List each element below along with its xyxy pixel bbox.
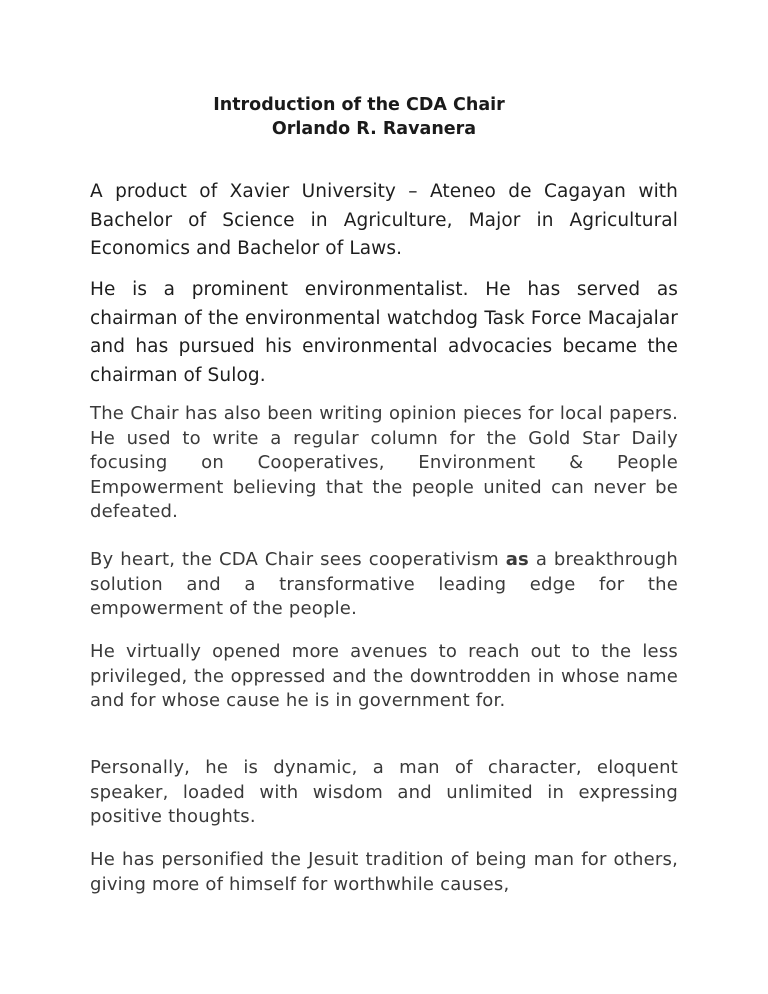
paragraph-cooperativism-end: a breakthrough solution and a transformative leading edge for the empowerment of the people. [90,549,678,619]
paragraph-cooperativism-bold: as [505,549,529,570]
document-title: Introduction of the CDA Chair [213,95,505,115]
paragraph-cooperativism [90,548,678,622]
paragraph-environmentalist: He is a prominent environmentalist. He has served as chairman of the environmental watchdog Task Force Macajalar and has pursued his environmental advocacies became the chairman of Sulog. [90,279,678,386]
paragraph-writing: The Chair has also been writing opinion pieces for local papers. He used to write a regular column for the Gold Star Daily focusing on Cooperatives, Environment & People Empowerment believing that the people united can never be defeated. [90,403,678,522]
paragraph-education: A product of Xavier University – Ateneo de Cagayan with Bachelor of Science in Agriculture, Major in Agricultural Economics and Bachelor of Laws. [90,181,678,259]
title-block [90,93,678,141]
paragraph-personally: Personally, he is dynamic, a man of character, eloquent speaker, loaded with wisdom and unlimited in expressing positive thoughts. [90,757,678,827]
paragraph-cooperativism-start: By heart, the CDA Chair sees cooperativism [90,549,506,570]
paragraph-avenues: He virtually opened more avenues to reach out to the less privileged, the oppressed and the downtrodden in whose name and for whose cause he is in government for. [90,641,678,711]
document-subtitle: Orlando R. Ravanera [271,119,477,139]
paragraph-jesuit: He has personified the Jesuit tradition of being man for others, giving more of himself for worthwhile causes, [90,849,678,895]
